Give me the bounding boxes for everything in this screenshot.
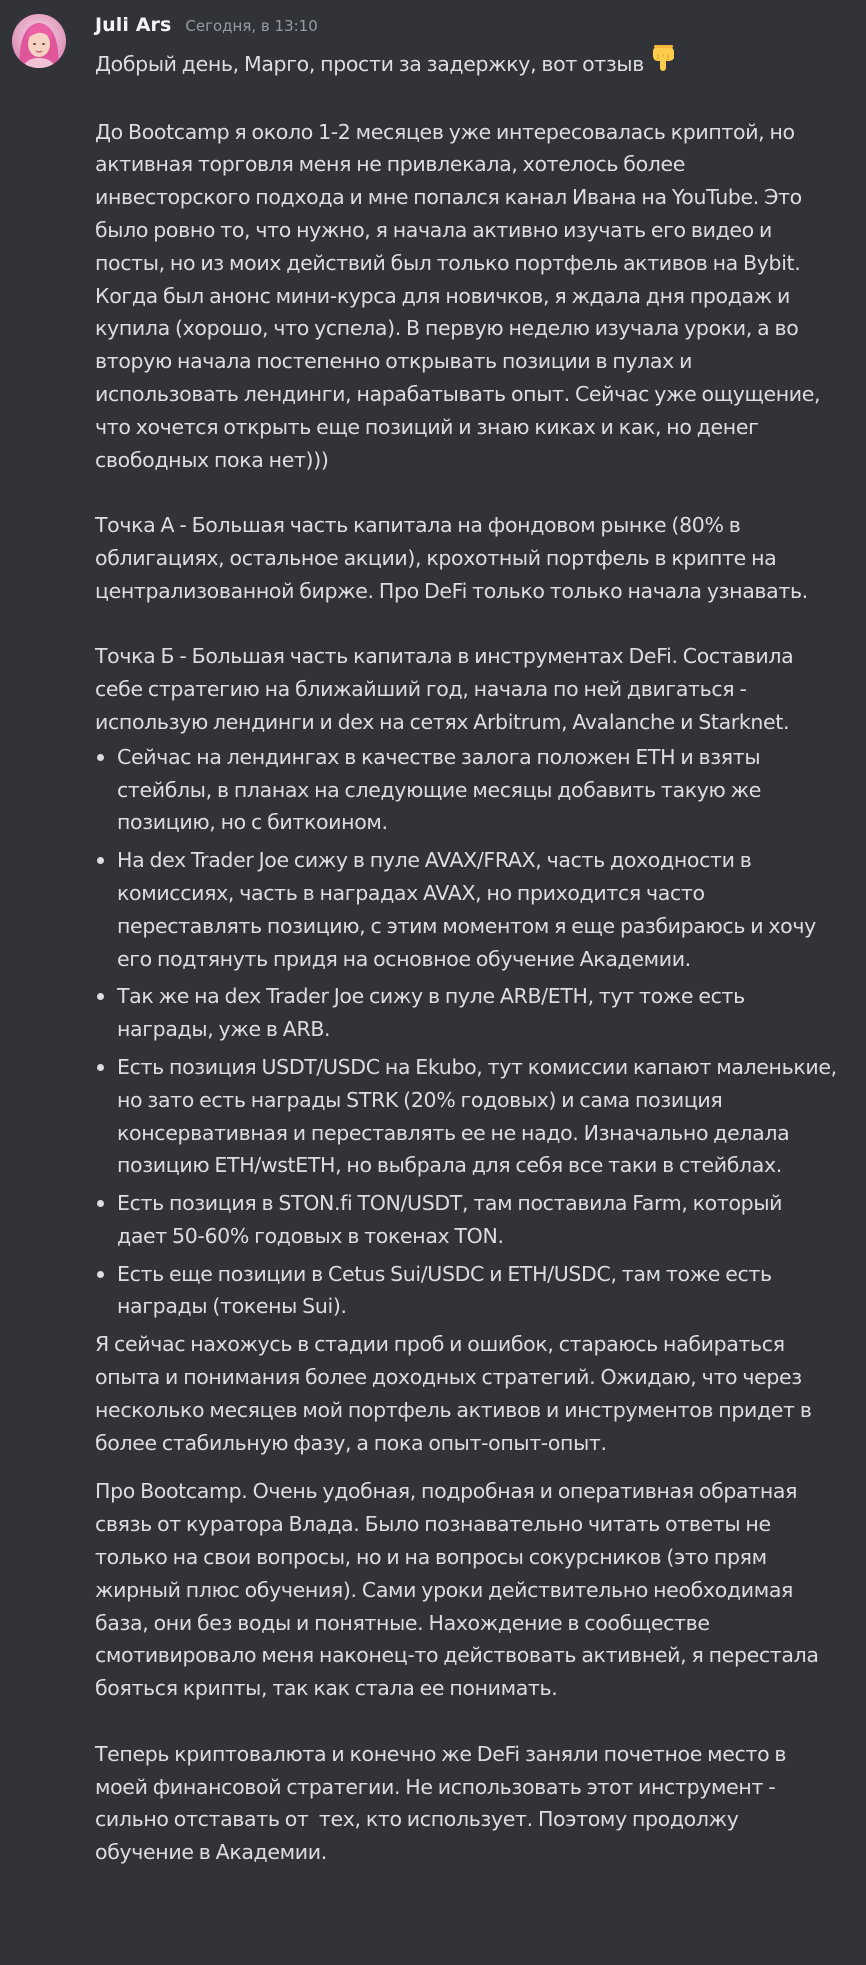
- paragraph-conclusion: Теперь криптовалюта и конечно же DeFi заняли почетное место в моей финансовой стратегии. Не использовать этот инструмент - сильно отставать от тех, кто использует. Поэтому продолжу обучение в Академии.: [95, 1741, 792, 1865]
- list-item-text: Есть еще позиции в Cetus Sui/USDC и ETH/USDC, там тоже есть награды (токены Sui).: [117, 1261, 772, 1319]
- list-item-text: На dex Trader Joe сижу в пуле AVAX/FRAX, часть доходности в комиссиях, часть в наградах AVAX, но приходится часто переставлять позицию, с этим моментом я еще разбираюсь и хочу его подтянуть придя на основное обучение Академии.: [117, 848, 816, 971]
- intro-text: Добрый день, Марго, прости за задержку, вот отзыв: [95, 51, 644, 76]
- list-item: [95, 741, 837, 839]
- message-content: [95, 45, 837, 1869]
- paragraph-point-a: Точка А - Большая часть капитала на фондовом рынке (80% в облигациях, остальное акции), крохотный портфель в крипте на централизованной бирже. Про DeFi только только начала узнавать.: [95, 513, 808, 603]
- list-item-text: Есть позиция в STON.fi TON/USDT, там поставила Farm, который дает 50-60% годовых в токенах TON.: [117, 1191, 783, 1248]
- avatar-image: [12, 14, 66, 68]
- list-item: [95, 1258, 837, 1324]
- positions-list: [95, 741, 837, 1324]
- intro-line: [95, 45, 837, 83]
- bullet-dot-icon: [97, 1064, 104, 1071]
- author-name[interactable]: Juli Ars: [95, 14, 172, 36]
- list-item-text: Сейчас на лендингах в качестве залога положен ETH и взяты стейблы, в планах на следующие месяцы добавить такую же позицию, но с биткоином.: [117, 744, 762, 835]
- bullet-dot-icon: [97, 1271, 104, 1278]
- paragraph-point-b: Точка Б - Большая часть капитала в инструментах DeFi. Составила себе стратегию на ближайший год, начала по ней двигаться - использую лендинги и dex на сетях Arbitrum, Avalanche и Starknet.: [95, 644, 799, 734]
- list-item: [95, 844, 837, 975]
- list-item-text: Есть позиция USDT/USDC на Ekubo, тут комиссии капают маленькие, но зато есть награды STRK (20% годовых) и сама позиция консервативная и переставлять ее не надо. Изначально делала позицию ETH/wstETH, но выбрала для себя все таки в стейблах.: [117, 1054, 837, 1178]
- list-item-text: Так же на dex Trader Joe сижу в пуле ARB/ETH, тут тоже есть награды, уже в ARB.: [117, 984, 745, 1042]
- paragraph-current-stage: Я сейчас нахожусь в стадии проб и ошибок, стараюсь набираться опыта и понимания более доходных стратегий. Ожидаю, что через несколько месяцев мой портфель активов и инструментов придет в более стабильную фазу, а пока опыт-опыт-опыт.: [95, 1332, 817, 1455]
- bullet-dot-icon: [97, 1200, 104, 1207]
- bullet-dot-icon: [97, 993, 104, 1000]
- bullet-dot-icon: [97, 754, 104, 761]
- bullet-dot-icon: [97, 857, 104, 864]
- message-header: [95, 14, 318, 44]
- pointing-down-hand-icon: [650, 45, 676, 83]
- message-timestamp: Сегодня, в 13:10: [185, 17, 318, 35]
- paragraph-background: До Bootcamp я около 1-2 месяцев уже интересовалась криптой, но активная торговля меня не привлекала, хотелось более инвесторского подхода и мне попался канал Ивана на YouTube. Это было ровно то, что нужно, я начала активно изучать его видео и посты, но из моих действий был только портфель активов на Bybit. Когда был анонс мини-курса для новичков, я ждала дня продаж и купила (хорошо, что успела). В первую неделю изучала уроки, а во вторую начала постепенно открывать позиции в пулах и использовать лендинги, нарабатывать опыт. Сейчас уже ощущение, что хочется открыть еще позиций и знаю киках и как, но денег свободных пока нет))): [95, 119, 826, 472]
- avatar[interactable]: [12, 14, 66, 68]
- paragraph-bootcamp-review: Про Bootcamp. Очень удобная, подробная и оперативная обратная связь от куратора Влада. Было познавательно читать ответы не только на свои вопросы, но и на вопросы сокурсников (это прям жирный плюс обучения). Сами уроки действительно необходимая база, они без воды и понятные. Нахождение в сообществе смотивировало меня наконец-то действовать активней, я перестала бояться крипты, так как стала ее понимать.: [95, 1479, 824, 1701]
- list-item: [95, 1051, 837, 1182]
- list-item: [95, 980, 837, 1046]
- list-item: [95, 1187, 837, 1253]
